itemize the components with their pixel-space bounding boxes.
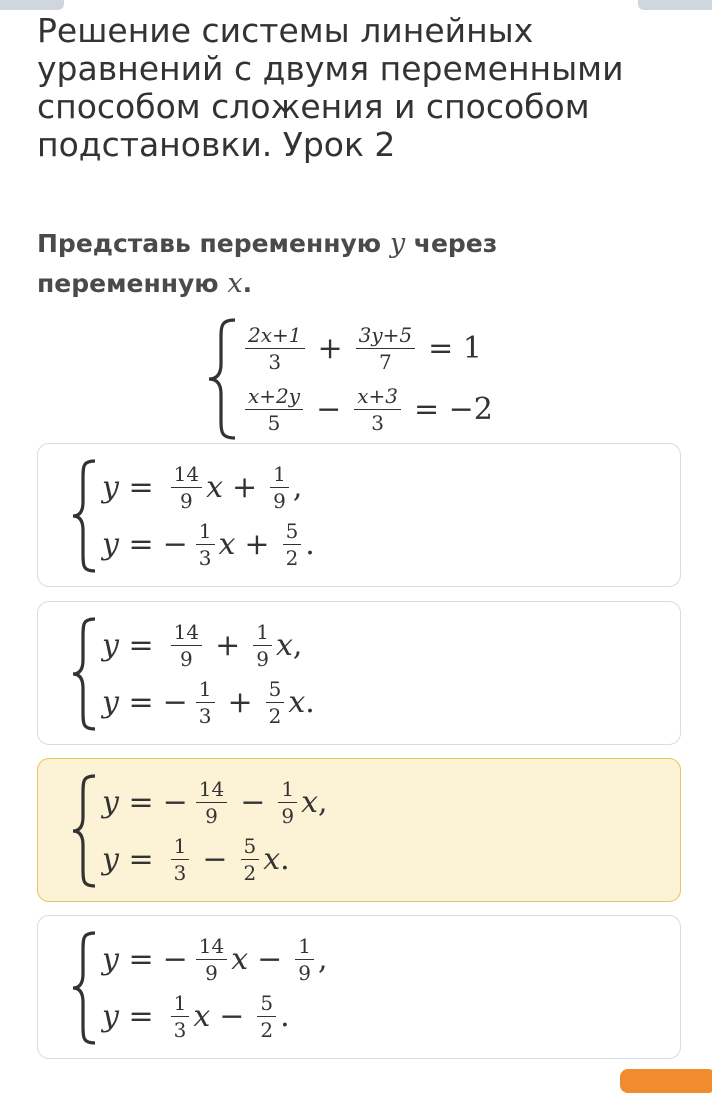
numerator: 2x+1	[245, 324, 305, 349]
system-brace-icon	[70, 774, 98, 888]
task-text-part2: через переменную	[37, 229, 498, 298]
denominator: 3	[173, 1018, 187, 1042]
option-line-2	[102, 835, 328, 884]
line-lhs: y =	[102, 842, 154, 877]
operator: +	[215, 628, 241, 663]
denominator: 3	[371, 411, 384, 435]
fraction	[253, 621, 272, 670]
fraction	[245, 324, 305, 373]
answer-option-2[interactable]	[37, 601, 681, 745]
option-line-1	[102, 935, 328, 984]
numerator: 14	[171, 621, 202, 646]
system-brace-icon	[70, 931, 98, 1045]
line-lhs: y =	[102, 785, 154, 820]
denominator: 3	[198, 704, 212, 728]
fraction	[241, 835, 260, 884]
numerator: 1	[171, 992, 190, 1017]
fraction	[196, 520, 215, 569]
denominator: 9	[179, 647, 193, 671]
option-line-2	[102, 520, 315, 569]
answer-option-1[interactable]	[37, 443, 681, 587]
equation-rhs: = −2	[413, 392, 493, 427]
numerator: 1	[196, 678, 215, 703]
fraction	[171, 992, 190, 1041]
term-tail: x	[301, 785, 319, 820]
line-lhs: y =	[102, 999, 154, 1034]
operator: −	[240, 785, 266, 820]
option-line-1	[102, 621, 315, 670]
numerator: 5	[283, 520, 302, 545]
option-line-2	[102, 992, 328, 1041]
fraction	[278, 778, 297, 827]
fraction	[270, 463, 289, 512]
denominator: 2	[243, 861, 257, 885]
option-system	[70, 774, 328, 888]
equation-rhs: = 1	[428, 331, 482, 366]
lesson-title: Решение системы линейных уравнений с двумя переменными способом сложения и способом подстановки. Урок 2	[37, 11, 624, 164]
line-sign: −	[162, 942, 188, 977]
numerator: 1	[270, 463, 289, 488]
operator: −	[219, 999, 245, 1034]
term-tail: x	[275, 628, 293, 663]
numerator: 14	[171, 463, 202, 488]
nav-tab-right[interactable]	[638, 0, 712, 10]
numerator: 14	[196, 778, 227, 803]
fraction	[171, 463, 202, 512]
system-brace-icon	[70, 617, 98, 731]
equation-1	[241, 324, 502, 373]
denominator: 3	[198, 546, 212, 570]
operator: +	[227, 685, 253, 720]
option-line-1	[102, 778, 328, 827]
denominator: 2	[285, 546, 299, 570]
term-var: x	[218, 527, 236, 562]
term-tail: ,	[318, 942, 328, 977]
system-brace-icon	[70, 459, 98, 573]
numerator: 14	[196, 935, 227, 960]
task-text-part1: Представь переменную	[37, 229, 382, 258]
term-tail: x	[288, 685, 306, 720]
line-sign: −	[162, 685, 188, 720]
fraction	[245, 385, 303, 434]
numerator: x+3	[354, 385, 401, 410]
numerator: 1	[196, 520, 215, 545]
term-tail: .	[280, 999, 290, 1034]
line-lhs: y =	[102, 527, 154, 562]
numerator: 5	[266, 678, 285, 703]
nav-tab-left[interactable]	[0, 0, 64, 10]
denominator: 2	[268, 704, 282, 728]
operator: −	[202, 842, 228, 877]
equation-system	[205, 318, 502, 440]
denominator: 7	[379, 350, 392, 374]
numerator: x+2y	[245, 385, 303, 410]
fraction	[356, 324, 416, 373]
task-var-x: x	[227, 268, 243, 299]
option-system	[70, 931, 328, 1045]
denominator: 9	[179, 489, 193, 513]
fraction	[257, 992, 276, 1041]
line-lhs: y =	[102, 470, 154, 505]
denominator: 3	[268, 350, 282, 374]
option-system	[70, 617, 315, 731]
fraction	[283, 520, 302, 569]
system-brace-icon	[205, 318, 239, 440]
denominator: 3	[173, 861, 187, 885]
term-tail: ,	[292, 470, 303, 505]
check-button[interactable]	[620, 1069, 712, 1093]
numerator: 1	[278, 778, 297, 803]
fraction	[354, 385, 401, 434]
denominator: 5	[267, 411, 281, 435]
line-sign: −	[162, 785, 188, 820]
term-tail: x	[263, 842, 281, 877]
line-end: .	[280, 842, 290, 877]
denominator: 9	[205, 961, 218, 985]
denominator: 9	[256, 647, 269, 671]
line-end: .	[305, 685, 315, 720]
denominator: 2	[260, 1018, 274, 1042]
fraction	[196, 678, 215, 727]
numerator: 3y+5	[356, 324, 416, 349]
numerator: 1	[171, 835, 190, 860]
term-var: x	[206, 470, 223, 505]
fraction	[196, 935, 227, 984]
option-line-2	[102, 678, 315, 727]
numerator: 5	[241, 835, 260, 860]
operator: −	[316, 392, 342, 427]
denominator: 9	[281, 804, 295, 828]
term-var: x	[231, 942, 249, 977]
term-var: x	[193, 999, 211, 1034]
numerator: 1	[295, 935, 314, 960]
operator: −	[257, 942, 283, 977]
task-prompt	[37, 224, 677, 304]
operator: +	[317, 331, 343, 366]
denominator: 9	[205, 804, 218, 828]
line-lhs: y =	[102, 628, 154, 663]
numerator: 1	[253, 621, 272, 646]
line-end: ,	[318, 785, 328, 820]
denominator: 9	[298, 961, 312, 985]
denominator: 9	[273, 489, 286, 513]
line-lhs: y =	[102, 685, 154, 720]
operator: +	[232, 470, 258, 505]
fraction	[295, 935, 314, 984]
operator: +	[244, 527, 270, 562]
line-end: ,	[292, 628, 303, 663]
answer-option-3[interactable]	[37, 758, 681, 902]
line-sign: −	[162, 527, 188, 562]
task-text-end: .	[242, 269, 253, 298]
line-lhs: y =	[102, 942, 154, 977]
task-var-y: y	[389, 228, 406, 259]
answer-option-4[interactable]	[37, 915, 681, 1059]
option-line-1	[102, 463, 315, 512]
fraction	[266, 678, 285, 727]
fraction	[171, 621, 202, 670]
fraction	[196, 778, 227, 827]
fraction	[171, 835, 190, 884]
numerator: 5	[257, 992, 276, 1017]
equation-2	[241, 385, 502, 434]
term-tail: .	[305, 527, 315, 562]
option-system	[70, 459, 315, 573]
